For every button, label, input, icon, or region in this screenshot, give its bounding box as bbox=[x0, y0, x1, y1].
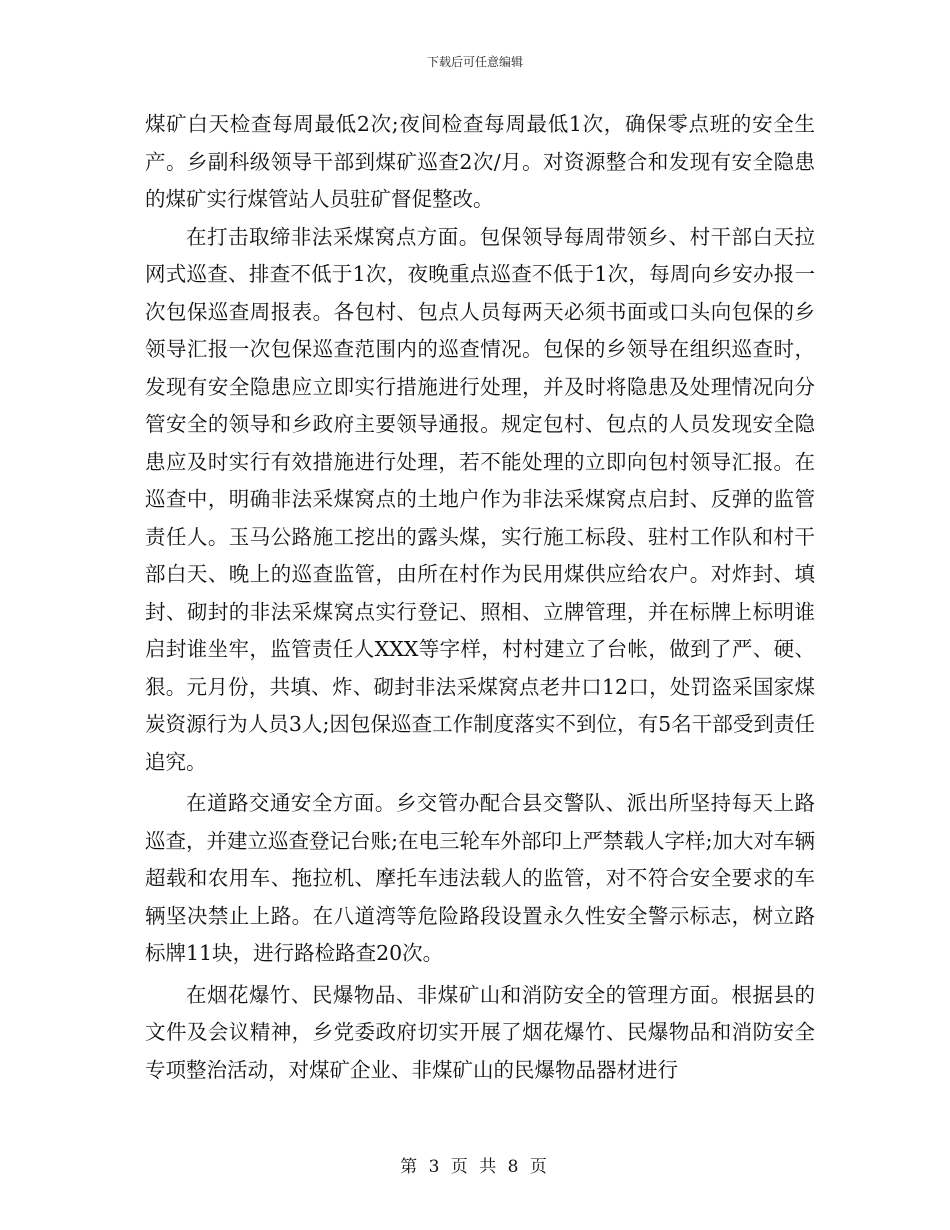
document-body bbox=[145, 106, 815, 1089]
page-footer: 第 3 页 共 8 页 bbox=[400, 1157, 550, 1177]
paragraph-1: 煤矿白天检查每周最低2次;夜间检查每周最低1次，确保零点班的安全生产。乡副科级领导干部到煤矿巡查2次/月。对资源整合和发现有安全隐患的煤矿实行煤管站人员驻矿督促整改。 bbox=[145, 112, 815, 211]
paragraph-2: 在打击取缔非法采煤窝点方面。包保领导每周带领乡、村干部白天拉网式巡查、排查不低于1次，夜晚重点巡查不低于1次，每周向乡安办报一次包保巡查周报表。各包村、包点人员每两天必须书面或口头向包保的乡领导汇报一次包保巡查范围内的巡查情况。包保的乡领导在组织巡查时，发现有安全隐患应立即实行措施进行处理，并及时将隐患及处理情况向分管安全的领导和乡政府主要领导通报。规定包村、包点的人员发现安全隐患应及时实行有效措施进行处理，若不能处理的立即向包村领导汇报。在巡查中，明确非法采煤窝点的土地户作为非法采煤窝点启封、反弹的监管责任人。玉马公路施工挖出的露头煤，实行施工标段、驻村工作队和村干部白天、晚上的巡查监管，由所在村作为民用煤供应给农户。对炸封、填封、砌封的非法采煤窝点实行登记、照相、立牌管理，并在标牌上标明谁启封谁坐牢，监管责任人XXX等字样，村村建立了台帐，做到了严、硬、狠。元月份，共填、炸、砌封非法采煤窝点老井口12口，处罚盗采国家煤炭资源行为人员3人;因包保巡查工作制度落实不到位，有5名干部受到责任追究。 bbox=[145, 224, 815, 774]
page-header: 下载后可任意编辑 bbox=[426, 55, 523, 69]
paragraph-3: 在道路交通安全方面。乡交管办配合县交警队、派出所坚持每天上路巡查，并建立巡查登记台账;在电三轮车外部印上严禁载人字样;加大对车辆超载和农用车、拖拉机、摩托车违法载人的监管，对不符合安全要求的车辆坚决禁止上路。在八道湾等危险路段设置永久性安全警示标志，树立路标牌11块，进行路检路查20次。 bbox=[145, 791, 815, 965]
paragraph-4: 在烟花爆竹、民爆物品、非煤矿山和消防安全的管理方面。根据县的文件及会议精神，乡党委政府切实开展了烟花爆竹、民爆物品和消防安全专项整治活动，对煤矿企业、非煤矿山的民爆物品器材进行 bbox=[145, 982, 815, 1082]
